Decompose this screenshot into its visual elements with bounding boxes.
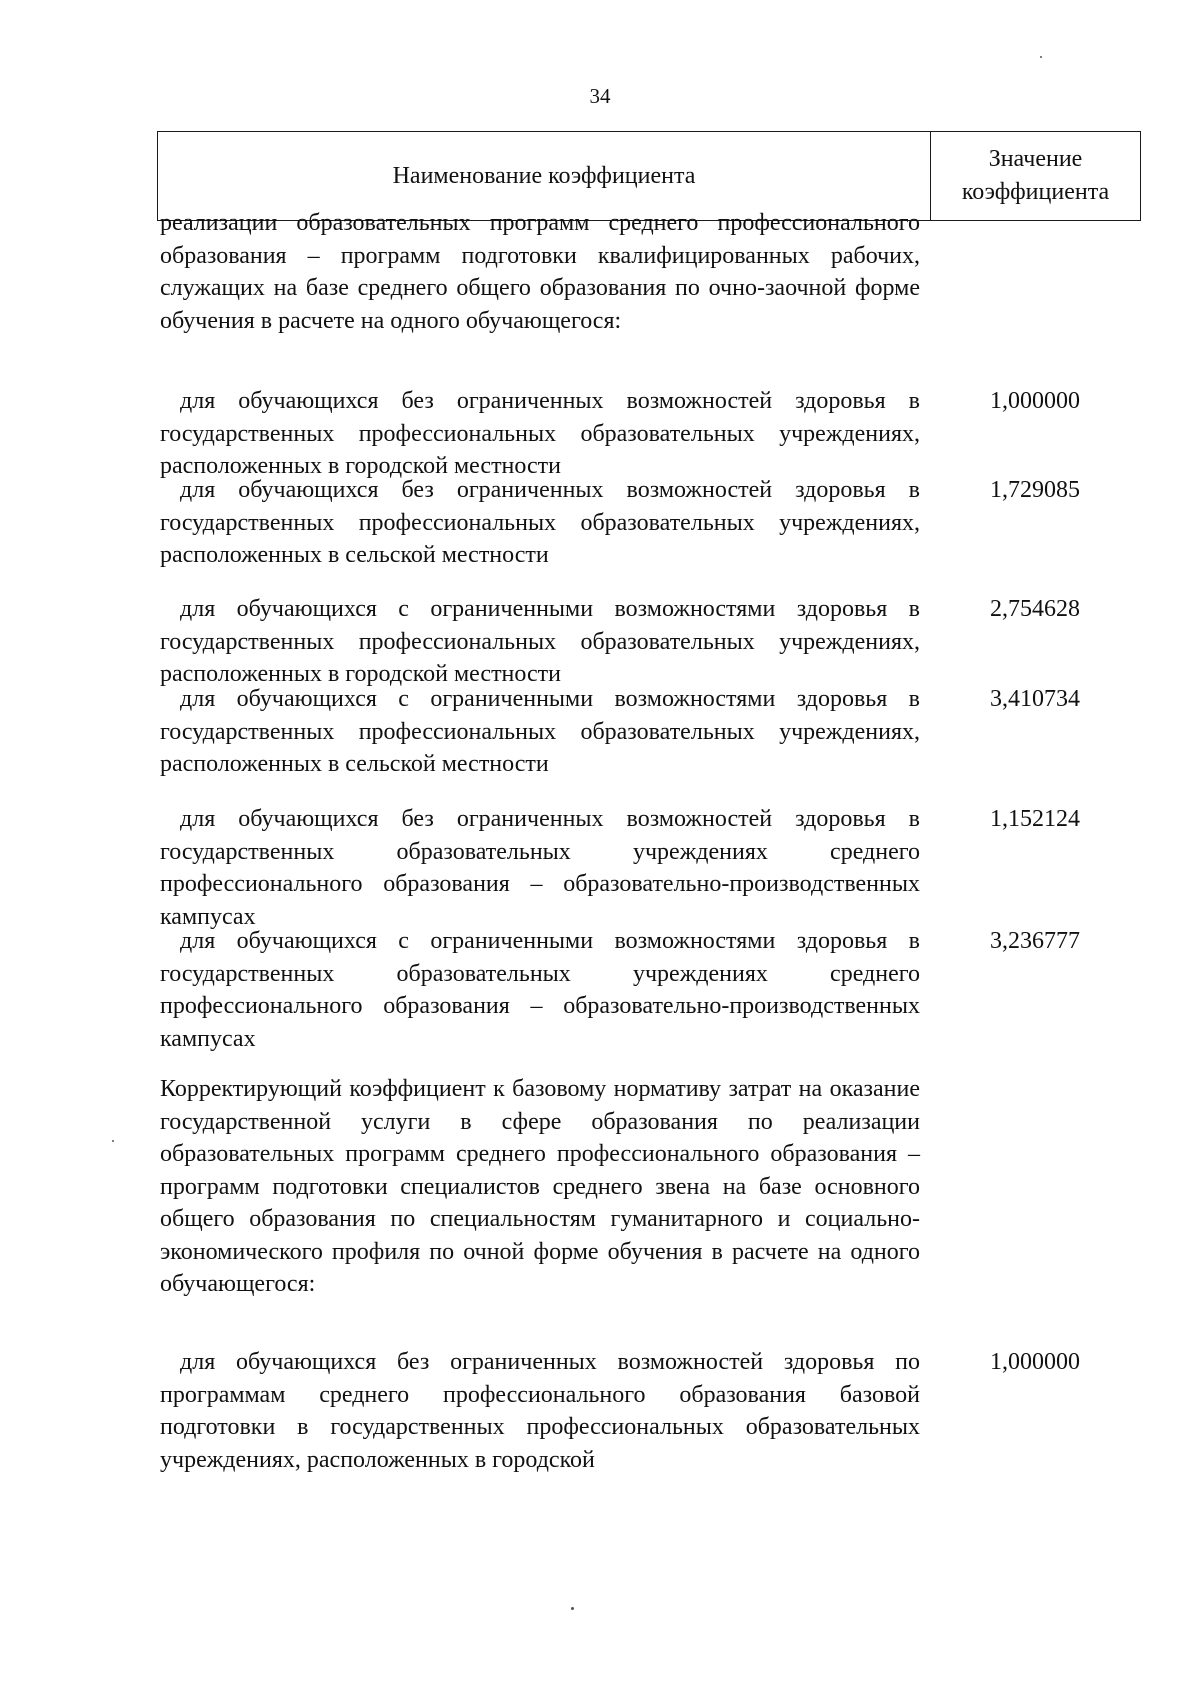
row-text: для обучающихся с ограниченными возможностями здоровья в государственных образовательных учреждениях среднего профессионального образования – образовательно-производственных кампусах	[160, 928, 920, 1052]
scan-speck	[571, 1607, 574, 1610]
intro-continuation: реализации образовательных программ среднего профессионального образования – программ подготовки квалифицированных рабочих, служащих на базе среднего общего образования по очно-заочной форме обучения в расчете на одного обучающегося:	[160, 210, 920, 334]
header-coefficient-value: Значение коэффициента	[961, 146, 1110, 205]
scan-speck	[1040, 56, 1042, 58]
row-value: 3,410734	[990, 686, 1080, 712]
row-text: для обучающихся без ограниченных возможностей здоровья в государственных профессиональных образовательных учреждениях, расположенных в сельской местности	[160, 477, 920, 568]
row-value: 1,000000	[990, 388, 1080, 414]
row-text: для обучающихся без ограниченных возможностей здоровья по программам среднего профессионального образования базовой подготовки в государственных профессиональных образовательных учреждениях, расположенных в городской	[160, 1349, 920, 1473]
header-coefficient-name: Наименование коэффициента	[158, 132, 931, 220]
section-heading: Корректирующий коэффициент к базовому нормативу затрат на оказание государственной услуги в сфере образования по реализации образовательных программ среднего профессионального образования – программ подготовки специалистов среднего звена на базе основного общего образования по специальностям гуманитарного и социально-экономического профиля по очной форме обучения в расчете на одного обучающегося:	[160, 1076, 920, 1297]
row-text: для обучающихся с ограниченными возможностями здоровья в государственных профессиональных образовательных учреждениях, расположенных в сельской местности	[160, 686, 920, 777]
row-value: 1,000000	[990, 1349, 1080, 1375]
row-value: 2,754628	[990, 596, 1080, 622]
row-text: для обучающихся без ограниченных возможностей здоровья в государственных профессиональных образовательных учреждениях, расположенных в городской местности	[160, 388, 920, 479]
scan-speck	[112, 1140, 114, 1142]
page-number: 34	[589, 84, 611, 108]
row-value: 1,152124	[990, 806, 1080, 832]
row-value: 1,729085	[990, 477, 1080, 503]
row-value: 3,236777	[990, 928, 1080, 954]
row-text: для обучающихся без ограниченных возможностей здоровья в государственных образовательных учреждениях среднего профессионального образования – образовательно-производственных кампусах	[160, 806, 920, 930]
row-text: для обучающихся с ограниченными возможностями здоровья в государственных профессиональных образовательных учреждениях, расположенных в городской местности	[160, 596, 920, 687]
